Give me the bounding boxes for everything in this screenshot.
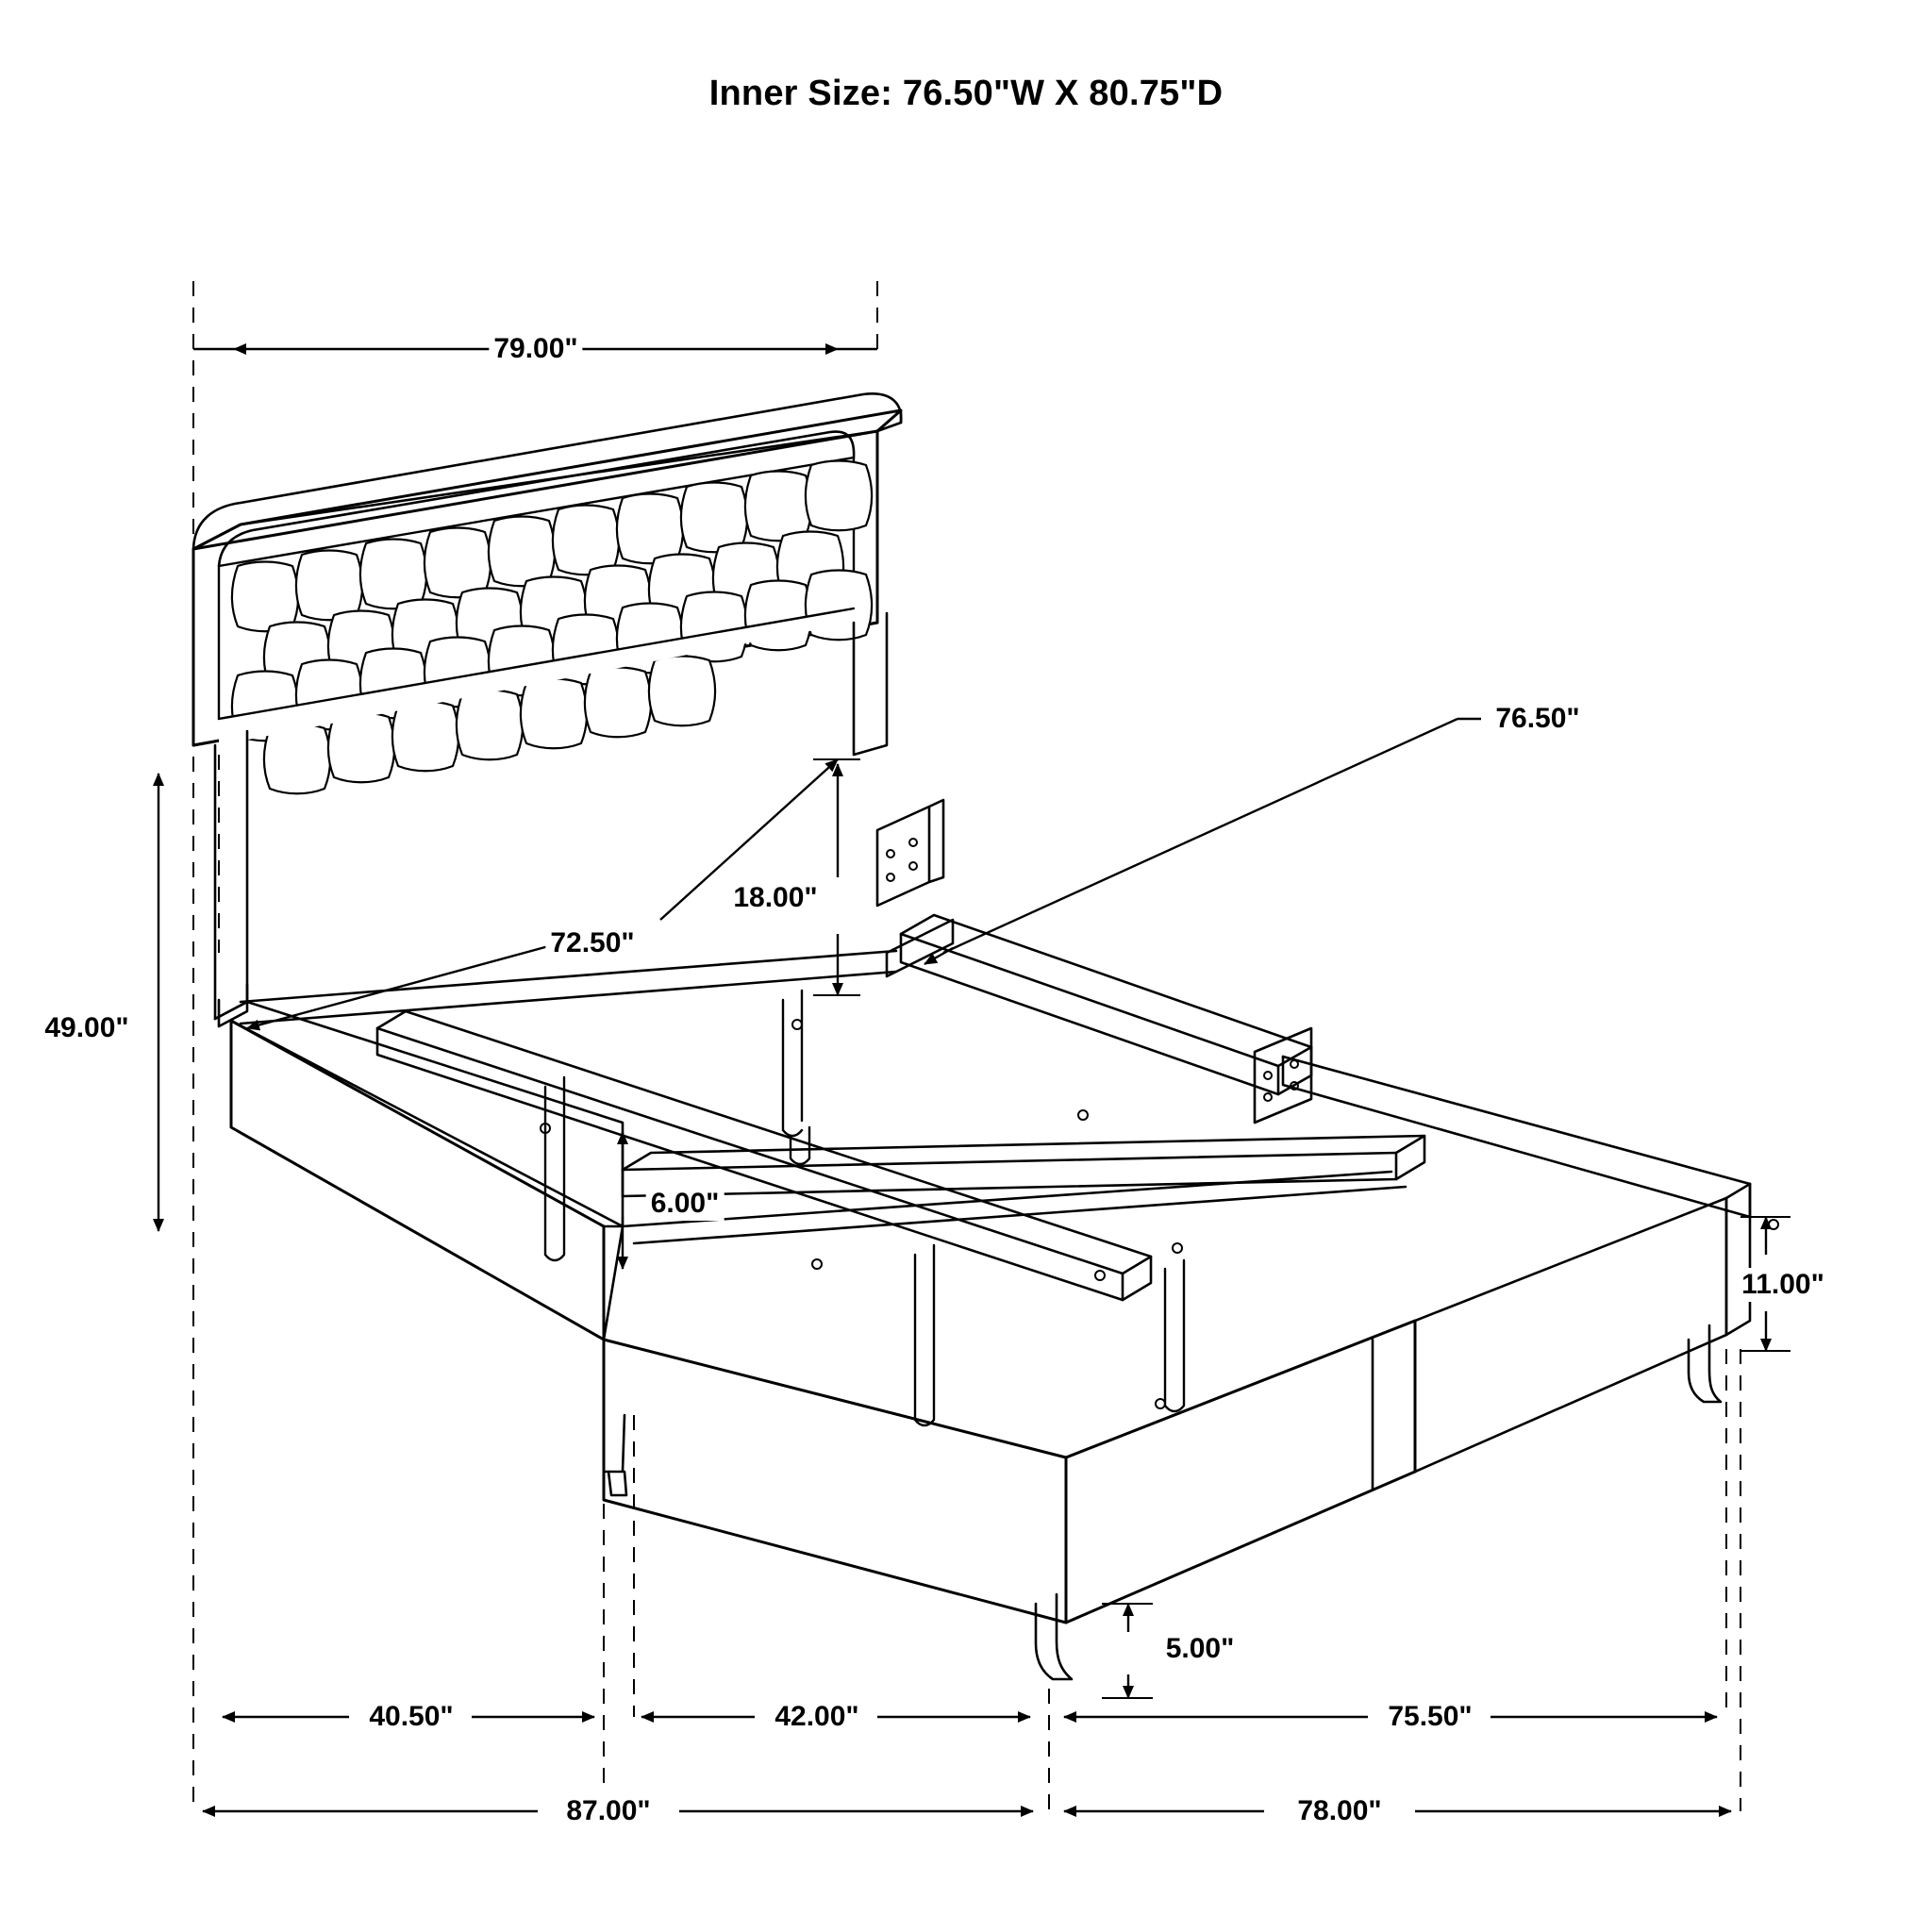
dimension-label-overall-depth-right: 78.00" [1292, 1794, 1386, 1828]
dimension-label-footboard-seg-mid: 42.00" [770, 1700, 863, 1734]
dimension-label-headboard-inner-width: 72.50" [545, 926, 639, 960]
dimension-label-headboard-panel-height: 18.00" [728, 881, 822, 915]
dimension-label-overall-width-top: 79.00" [489, 332, 582, 366]
dimension-label-side-rail-height: 11.00" [1737, 1268, 1829, 1302]
dimension-label-overall-depth-left: 87.00" [561, 1794, 655, 1828]
dimension-label-inner-width-callout: 76.50" [1491, 702, 1584, 736]
dimension-label-leg-height: 5.00" [1161, 1632, 1240, 1666]
dimension-label-headboard-height: 49.00" [40, 1011, 133, 1045]
dimension-label-slat-clearance: 6.00" [646, 1187, 724, 1221]
dimension-label-footboard-seg-right: 75.50" [1383, 1700, 1476, 1734]
dimension-label-footboard-seg-left: 40.50" [364, 1700, 458, 1734]
page-title: Inner Size: 76.50"W X 80.75"D [708, 74, 1224, 113]
bed-outline [193, 393, 1778, 1679]
dimension-lines [158, 281, 1790, 1811]
